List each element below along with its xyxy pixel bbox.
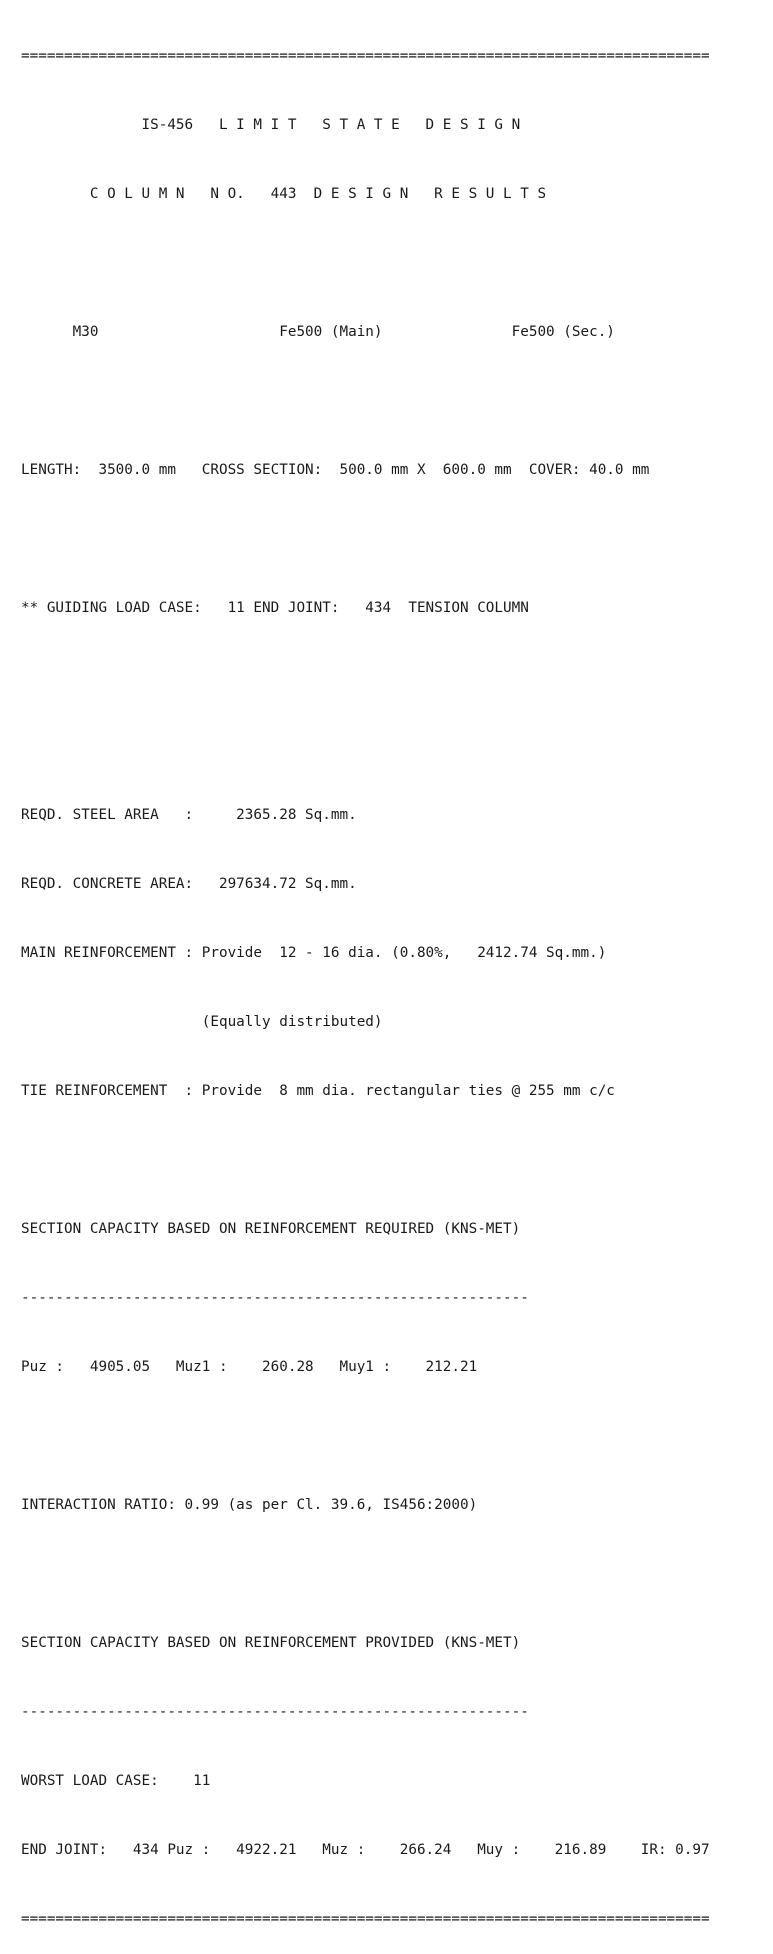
main-reinforcement-note: (Equally distributed) — [21, 1014, 383, 1030]
report-subtitle: C O L U M N N O. 443 D E S I G N R E S U L T S — [21, 186, 547, 202]
dashed-rule: ----------------------------------------------------------- — [21, 1290, 529, 1306]
report-title: IS-456 L I M I T S T A T E D E S I G N — [21, 117, 521, 133]
bottom-rule: ================================================================================ — [21, 1911, 710, 1927]
blank-line — [21, 528, 710, 551]
reqd-steel-area: REQD. STEEL AREA : 2365.28 Sq.mm. — [21, 807, 357, 823]
guiding-load-case: ** GUIDING LOAD CASE: 11 END JOINT: 434 TENSION COLUMN — [21, 600, 529, 616]
blank-line — [21, 735, 710, 758]
tie-reinforcement: TIE REINFORCEMENT : Provide 8 mm dia. rectangular ties @ 255 mm c/c — [21, 1083, 615, 1099]
interaction-ratio: INTERACTION RATIO: 0.99 (as per Cl. 39.6, IS456:2000) — [21, 1497, 478, 1513]
material-grades: M30 Fe500 (Main) Fe500 (Sec.) — [21, 324, 615, 340]
blank-line — [21, 1149, 710, 1172]
capacity-provided-heading: SECTION CAPACITY BASED ON REINFORCEMENT PROVIDED (KNS-MET) — [21, 1635, 521, 1651]
blank-line — [21, 390, 710, 413]
capacity-required-heading: SECTION CAPACITY BASED ON REINFORCEMENT REQUIRED (KNS-MET) — [21, 1221, 521, 1237]
blank-line — [21, 1425, 710, 1448]
design-results-report — [21, 0, 710, 1954]
top-rule: ================================================================================ — [21, 48, 710, 64]
blank-line — [21, 666, 710, 689]
dashed-rule: ----------------------------------------------------------- — [21, 1704, 529, 1720]
capacity-provided-values: END JOINT: 434 Puz : 4922.21 Muz : 266.24 Muy : 216.89 IR: 0.97 — [21, 1842, 710, 1858]
geometry-line: LENGTH: 3500.0 mm CROSS SECTION: 500.0 mm X 600.0 mm COVER: 40.0 mm — [21, 462, 650, 478]
worst-load-case: WORST LOAD CASE: 11 — [21, 1773, 211, 1789]
reqd-concrete-area: REQD. CONCRETE AREA: 297634.72 Sq.mm. — [21, 876, 357, 892]
blank-line — [21, 252, 710, 275]
capacity-required-values: Puz : 4905.05 Muz1 : 260.28 Muy1 : 212.21 — [21, 1359, 478, 1375]
main-reinforcement: MAIN REINFORCEMENT : Provide 12 - 16 dia. (0.80%, 2412.74 Sq.mm.) — [21, 945, 607, 961]
blank-line — [21, 1563, 710, 1586]
